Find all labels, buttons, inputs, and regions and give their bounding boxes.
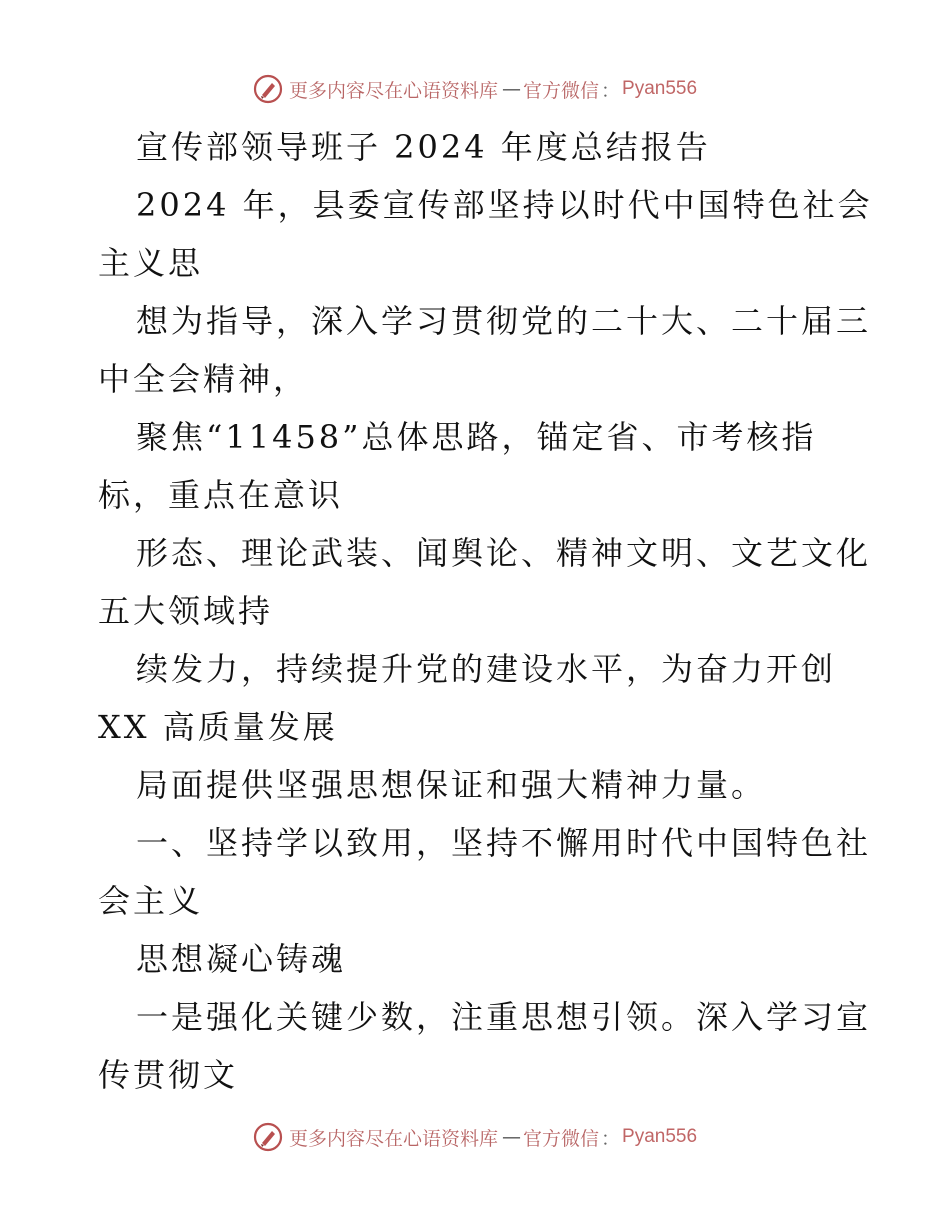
doc-line: 标，重点在意识 — [98, 476, 344, 514]
watermark-id: Pyan556 — [622, 78, 698, 99]
watermark-text: 更多内容尽在心语资料库 — [288, 1127, 498, 1150]
doc-line: 一、坚持学以致用，坚持不懈用时代中国特色社 — [136, 824, 872, 862]
pen-logo-icon — [253, 74, 283, 104]
doc-line: 局面提供坚强思想保证和强大精神力量。 — [136, 766, 767, 804]
doc-line: 想为指导，深入学习贯彻党的二十大、二十届三 — [136, 302, 872, 340]
doc-line: 思想凝心铸魂 — [136, 940, 347, 978]
header-watermark — [0, 74, 950, 104]
watermark-separator: — — [501, 1126, 519, 1148]
doc-line: 一是强化关键少数，注重思想引领。深入学习宣 — [136, 998, 872, 1036]
doc-line: XX 高质量发展 — [98, 708, 338, 746]
doc-line: 五大领域持 — [98, 592, 274, 630]
doc-line: 会主义 — [98, 882, 204, 920]
pen-logo-icon — [253, 1122, 283, 1152]
doc-line: 续发力，持续提升党的建设水平，为奋力开创 — [136, 650, 837, 688]
doc-line: 形态、理论武装、闻舆论、精神文明、文艺文化 — [136, 534, 872, 572]
watermark-colon: ： — [601, 1127, 621, 1150]
footer-watermark — [0, 1122, 950, 1152]
doc-line: 传贯彻文 — [98, 1056, 239, 1094]
watermark-colon: ： — [601, 79, 621, 102]
doc-line: 宣传部领导班子 2024 年度总结报告 — [136, 128, 711, 166]
doc-line: 2024 年，县委宣传部坚持以时代中国特色社会 — [136, 186, 873, 224]
watermark-separator: — — [501, 78, 519, 100]
doc-line: 中全会精神， — [98, 360, 309, 398]
watermark-label: 官方微信 — [522, 79, 599, 102]
watermark-id: Pyan556 — [622, 1126, 698, 1147]
doc-line: 聚焦“11458”总体思路，锚定省、市考核指 — [136, 418, 817, 456]
watermark-text: 更多内容尽在心语资料库 — [288, 79, 498, 102]
document-body — [98, 118, 873, 1104]
watermark-label: 官方微信 — [522, 1127, 599, 1150]
doc-line: 主义思 — [98, 244, 204, 282]
